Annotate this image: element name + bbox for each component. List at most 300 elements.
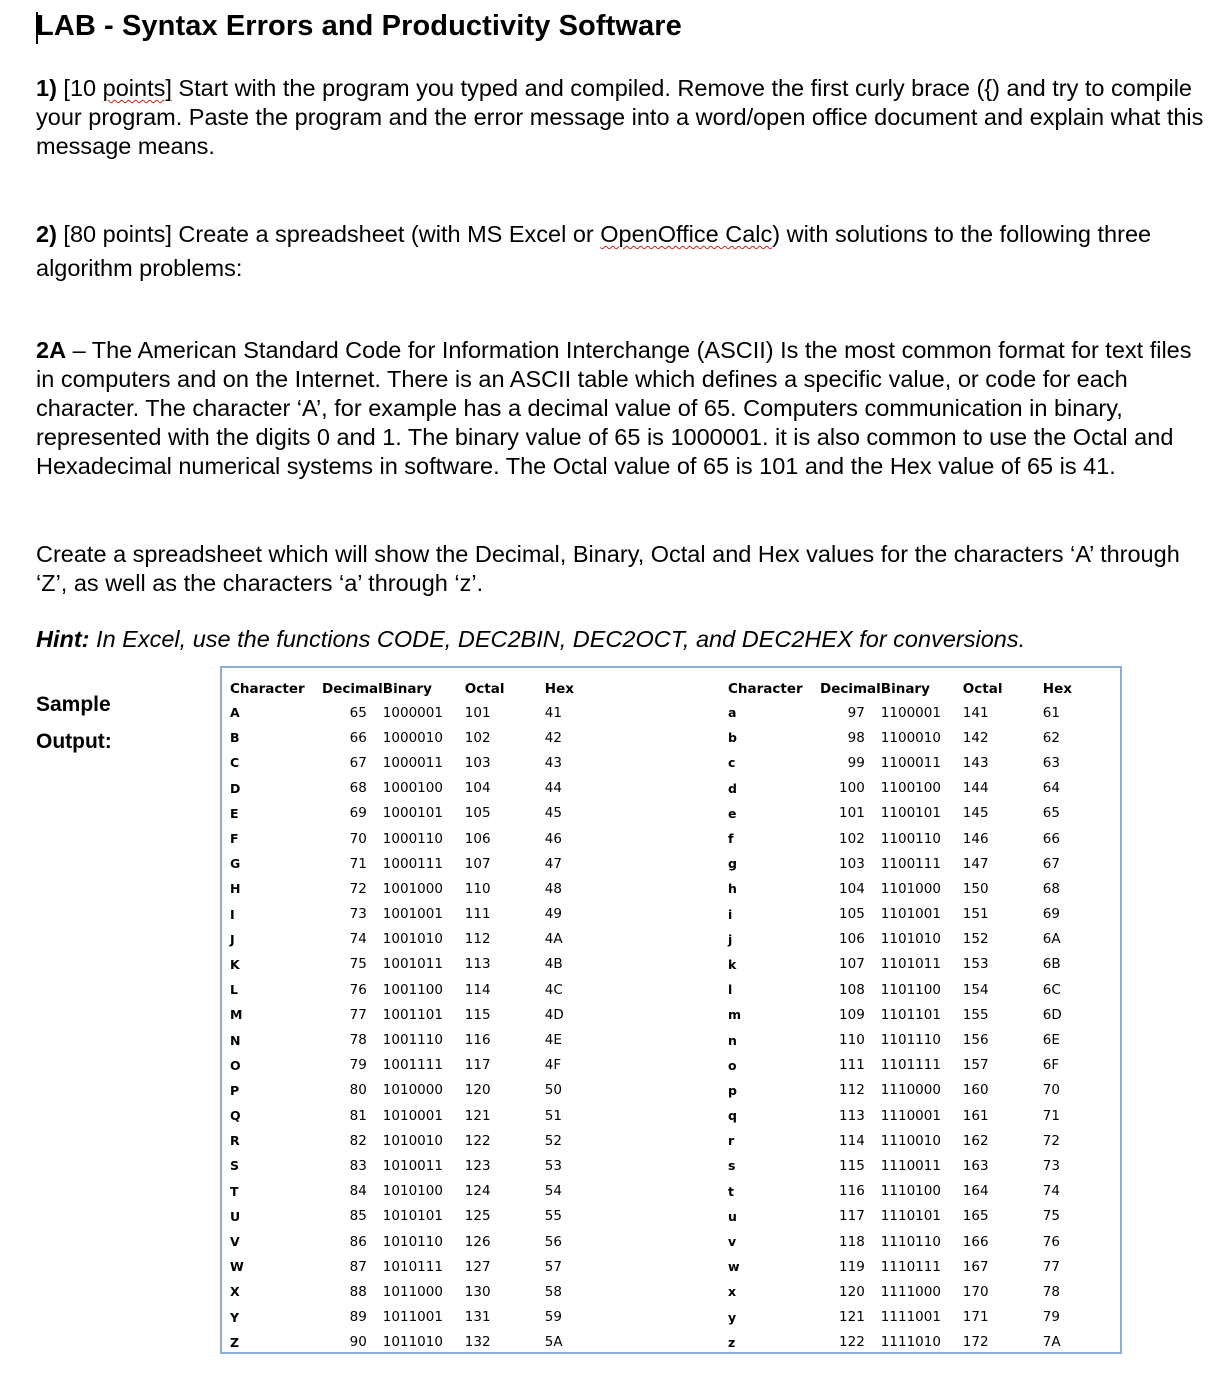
- table-row: [230, 1078, 585, 1103]
- hex-cell: 4B: [544, 956, 563, 973]
- table-row: [230, 700, 585, 725]
- binary-cell: 1011000: [382, 1283, 443, 1300]
- table-row: [230, 977, 585, 1002]
- table-row: [728, 700, 1083, 725]
- hex-cell: 62: [1042, 729, 1060, 746]
- decimal-cell: 106: [839, 931, 865, 948]
- octal-cell: 116: [464, 1032, 491, 1049]
- table-row: [728, 902, 1083, 927]
- character-cell: Q: [230, 1108, 241, 1124]
- decimal-cell: 69: [349, 805, 367, 822]
- sample-label-line1: Sample: [36, 693, 111, 716]
- binary-cell: 1001101: [382, 1006, 443, 1023]
- hex-cell: 66: [1042, 830, 1060, 847]
- binary-cell: 1100100: [880, 780, 941, 797]
- decimal-cell: 111: [839, 1057, 865, 1074]
- character-cell: U: [230, 1208, 241, 1224]
- hex-cell: 4F: [544, 1057, 562, 1074]
- binary-cell: 1001110: [382, 1032, 443, 1049]
- table-row: [230, 851, 585, 876]
- octal-cell: 107: [464, 855, 491, 872]
- character-cell: I: [230, 906, 235, 922]
- character-cell: p: [728, 1082, 737, 1098]
- octal-cell: 103: [464, 754, 491, 771]
- binary-cell: 1101001: [880, 906, 941, 923]
- decimal-cell: 120: [839, 1283, 865, 1300]
- binary-cell: 1100010: [880, 729, 941, 746]
- character-cell: Z: [230, 1334, 240, 1350]
- q2-openoffice-calc: OpenOffice Calc: [600, 221, 773, 247]
- table-row: [728, 725, 1083, 750]
- binary-cell: 1100001: [880, 704, 941, 721]
- hint: [36, 626, 1025, 653]
- hex-cell: 71: [1042, 1107, 1060, 1124]
- table-row: [728, 826, 1083, 851]
- octal-cell: 156: [962, 1032, 989, 1049]
- octal-cell: 163: [962, 1157, 989, 1174]
- table-row: [728, 1153, 1083, 1178]
- binary-cell: 1101011: [880, 956, 941, 973]
- decimal-cell: 70: [349, 830, 367, 847]
- octal-cell: 106: [464, 830, 491, 847]
- hint-label: Hint:: [36, 626, 90, 652]
- decimal-cell: 105: [839, 906, 865, 923]
- character-cell: f: [728, 831, 734, 847]
- octal-cell: 126: [464, 1233, 491, 1250]
- hex-cell: 57: [544, 1258, 562, 1275]
- hex-cell: 54: [544, 1183, 562, 1200]
- binary-cell: 1001010: [382, 931, 443, 948]
- decimal-cell: 103: [839, 855, 865, 872]
- character-cell: S: [230, 1158, 240, 1174]
- octal-cell: 105: [464, 805, 491, 822]
- decimal-cell: 71: [349, 855, 367, 872]
- decimal-cell: 83: [349, 1157, 367, 1174]
- table-row: [230, 725, 585, 750]
- table-row: [230, 927, 585, 952]
- question-1: [36, 74, 1216, 161]
- column-header: Character: [728, 681, 803, 697]
- decimal-cell: 80: [349, 1082, 367, 1099]
- table-row: [728, 1204, 1083, 1229]
- octal-cell: 147: [962, 855, 989, 872]
- octal-cell: 144: [962, 780, 989, 797]
- column-header: Binary: [382, 681, 432, 697]
- table-row: [728, 750, 1083, 775]
- binary-cell: 1110001: [880, 1107, 941, 1124]
- table-row: [230, 1305, 585, 1330]
- binary-cell: 1100101: [880, 805, 941, 822]
- table-row: [728, 927, 1083, 952]
- hex-cell: 75: [1042, 1208, 1060, 1225]
- character-cell: m: [728, 1007, 742, 1023]
- hex-cell: 51: [544, 1107, 562, 1124]
- hex-cell: 7A: [1042, 1334, 1061, 1351]
- hex-cell: 55: [544, 1208, 562, 1225]
- binary-cell: 1001100: [382, 981, 443, 998]
- octal-cell: 113: [464, 956, 491, 973]
- character-cell: H: [230, 881, 241, 897]
- decimal-cell: 72: [349, 880, 367, 897]
- decimal-cell: 99: [847, 754, 865, 771]
- binary-cell: 1000110: [382, 830, 443, 847]
- table-row: [230, 801, 585, 826]
- hex-cell: 58: [544, 1283, 562, 1300]
- octal-cell: 154: [962, 981, 989, 998]
- character-cell: N: [230, 1032, 241, 1048]
- q2-number: 2): [36, 221, 57, 247]
- character-cell: J: [230, 931, 235, 947]
- hex-cell: 4A: [544, 931, 563, 948]
- character-cell: v: [728, 1234, 737, 1250]
- hex-cell: 64: [1042, 780, 1060, 797]
- table-row: [728, 977, 1083, 1002]
- hex-cell: 45: [544, 805, 562, 822]
- column-header: Character: [230, 681, 305, 697]
- decimal-cell: 117: [839, 1208, 865, 1225]
- binary-cell: 1000101: [382, 805, 443, 822]
- octal-cell: 143: [962, 754, 989, 771]
- question-2: [36, 217, 1216, 285]
- character-cell: h: [728, 881, 737, 897]
- binary-cell: 1000001: [382, 704, 443, 721]
- table-row: [728, 1254, 1083, 1279]
- q2-text-a: [80 points] Create a spreadsheet (with MS Excel or: [56, 221, 601, 247]
- octal-cell: 142: [962, 729, 989, 746]
- character-cell: c: [728, 755, 736, 771]
- uppercase-table: [230, 678, 585, 1355]
- octal-cell: 164: [962, 1183, 989, 1200]
- character-cell: b: [728, 730, 737, 746]
- binary-cell: 1100111: [880, 855, 941, 872]
- character-cell: o: [728, 1057, 737, 1073]
- sample-output-label: [36, 686, 112, 760]
- character-cell: t: [728, 1183, 734, 1199]
- table-row: [230, 1128, 585, 1153]
- hex-cell: 4C: [544, 981, 563, 998]
- character-cell: A: [230, 705, 240, 721]
- hex-cell: 6A: [1042, 931, 1061, 948]
- hex-cell: 48: [544, 880, 562, 897]
- character-cell: w: [728, 1259, 740, 1275]
- octal-cell: 146: [962, 830, 989, 847]
- decimal-cell: 85: [349, 1208, 367, 1225]
- octal-cell: 110: [464, 880, 491, 897]
- octal-cell: 104: [464, 780, 491, 797]
- octal-cell: 141: [962, 704, 989, 721]
- binary-cell: 1001001: [382, 906, 443, 923]
- decimal-cell: 78: [349, 1032, 367, 1049]
- binary-cell: 1010000: [382, 1082, 443, 1099]
- hex-cell: 53: [544, 1157, 562, 1174]
- binary-cell: 1101010: [880, 931, 941, 948]
- octal-cell: 124: [464, 1183, 491, 1200]
- binary-cell: 1000011: [382, 754, 443, 771]
- octal-cell: 101: [464, 704, 491, 721]
- binary-cell: 1001011: [382, 956, 443, 973]
- character-cell: q: [728, 1108, 737, 1124]
- table-row: [728, 801, 1083, 826]
- hex-cell: 56: [544, 1233, 562, 1250]
- table-row: [728, 1179, 1083, 1204]
- character-cell: l: [728, 982, 733, 998]
- character-cell: Y: [230, 1309, 240, 1325]
- octal-cell: 172: [962, 1334, 989, 1351]
- hex-cell: 74: [1042, 1183, 1060, 1200]
- table-row: [230, 1229, 585, 1254]
- character-cell: W: [230, 1259, 244, 1275]
- binary-cell: 1001000: [382, 880, 443, 897]
- hex-cell: 68: [1042, 880, 1060, 897]
- decimal-cell: 114: [839, 1132, 865, 1149]
- binary-cell: 1011001: [382, 1309, 443, 1326]
- binary-cell: 1000100: [382, 780, 443, 797]
- binary-cell: 1110011: [880, 1157, 941, 1174]
- character-cell: s: [728, 1158, 736, 1174]
- decimal-cell: 67: [349, 754, 367, 771]
- character-cell: T: [230, 1183, 239, 1199]
- column-header: Hex: [1042, 681, 1072, 697]
- hex-cell: 41: [544, 704, 562, 721]
- character-cell: j: [728, 931, 733, 947]
- binary-cell: 1101111: [880, 1057, 941, 1074]
- q2-text-b: ) with solutions to the following three algorithm problems:: [36, 221, 1152, 281]
- task-description: Create a spreadsheet which will show the Decimal, Binary, Octal and Hex values for the characters ‘A’ through ‘Z’, as well as the characters ‘a’ through ‘z’.: [36, 541, 1180, 596]
- decimal-cell: 113: [839, 1107, 865, 1124]
- character-cell: y: [728, 1309, 737, 1325]
- decimal-cell: 118: [839, 1233, 865, 1250]
- hex-cell: 67: [1042, 855, 1060, 872]
- binary-cell: 1010010: [382, 1132, 443, 1149]
- binary-cell: 1010111: [382, 1258, 443, 1275]
- binary-cell: 1100011: [880, 754, 941, 771]
- table-row: [728, 776, 1083, 801]
- octal-cell: 170: [962, 1283, 989, 1300]
- octal-cell: 167: [962, 1258, 989, 1275]
- hex-cell: 61: [1042, 704, 1060, 721]
- hex-cell: 69: [1042, 906, 1060, 923]
- decimal-cell: 77: [349, 1006, 367, 1023]
- decimal-cell: 90: [349, 1334, 367, 1351]
- decimal-cell: 116: [839, 1183, 865, 1200]
- table-row: [230, 1179, 585, 1204]
- decimal-cell: 104: [839, 880, 865, 897]
- character-cell: B: [230, 730, 240, 746]
- character-cell: V: [230, 1234, 240, 1250]
- table-row: [728, 1103, 1083, 1128]
- header-row: [728, 678, 1083, 700]
- table-row: [230, 1254, 585, 1279]
- hex-cell: 6B: [1042, 956, 1061, 973]
- character-cell: K: [230, 956, 240, 972]
- octal-cell: 120: [464, 1082, 491, 1099]
- column-header: Binary: [880, 681, 930, 697]
- table-row: [230, 952, 585, 977]
- hex-cell: 59: [544, 1309, 562, 1326]
- binary-cell: 1110100: [880, 1183, 941, 1200]
- character-cell: R: [230, 1133, 240, 1149]
- column-header: Decimal: [820, 681, 881, 697]
- lowercase-table: [728, 678, 1083, 1355]
- decimal-cell: 74: [349, 931, 367, 948]
- table-row: [230, 1027, 585, 1052]
- character-cell: z: [728, 1334, 736, 1350]
- q2a-text: – The American Standard Code for Information Interchange (ASCII) Is the most common format for text files in computers and on the Internet. There is an ASCII table which defines a specific value, or code for each character. The character ‘A’, for example has a decimal value of 65. Computers communication in binary, represented with the digits 0 and 1. The binary value of 65 is 1000001. it is also common to use the Octal and Hexadecimal numerical systems in software. The Octal value of 65 is 101 and the Hex value of 65 is 41.: [36, 337, 1192, 479]
- column-header: Decimal: [322, 681, 383, 697]
- binary-cell: 1010001: [382, 1107, 443, 1124]
- binary-cell: 1110000: [880, 1082, 941, 1099]
- hex-cell: 6C: [1042, 981, 1061, 998]
- table-row: [728, 851, 1083, 876]
- table-row: [728, 952, 1083, 977]
- hex-cell: 43: [544, 754, 562, 771]
- binary-cell: 1010100: [382, 1183, 443, 1200]
- table-row: [230, 826, 585, 851]
- table-row: [728, 1305, 1083, 1330]
- octal-cell: 121: [464, 1107, 491, 1124]
- table-row: [230, 1279, 585, 1304]
- table-row: [728, 876, 1083, 901]
- hex-cell: 4D: [544, 1006, 564, 1023]
- binary-cell: 1011010: [382, 1334, 443, 1351]
- table-row: [728, 1027, 1083, 1052]
- decimal-cell: 87: [349, 1258, 367, 1275]
- binary-cell: 1101110: [880, 1032, 941, 1049]
- character-cell: g: [728, 856, 737, 872]
- octal-cell: 127: [464, 1258, 491, 1275]
- decimal-cell: 88: [349, 1283, 367, 1300]
- decimal-cell: 79: [349, 1057, 367, 1074]
- table-row: [230, 1204, 585, 1229]
- decimal-cell: 75: [349, 956, 367, 973]
- column-header: Hex: [544, 681, 574, 697]
- decimal-cell: 73: [349, 906, 367, 923]
- decimal-cell: 81: [349, 1107, 367, 1124]
- table-row: [230, 750, 585, 775]
- character-cell: e: [728, 805, 737, 821]
- table-row: [230, 1330, 585, 1355]
- character-cell: M: [230, 1007, 243, 1023]
- hex-cell: 79: [1042, 1309, 1060, 1326]
- table-row: [230, 1153, 585, 1178]
- q1-points-word: points]: [102, 75, 172, 101]
- hex-cell: 47: [544, 855, 562, 872]
- table-row: [728, 1330, 1083, 1355]
- page-title: LAB - Syntax Errors and Productivity Software: [36, 10, 682, 42]
- hint-text: In Excel, use the functions CODE, DEC2BIN, DEC2OCT, and DEC2HEX for conversions.: [89, 626, 1026, 652]
- octal-cell: 145: [962, 805, 989, 822]
- octal-cell: 123: [464, 1157, 491, 1174]
- hex-cell: 76: [1042, 1233, 1060, 1250]
- table-row: [728, 1078, 1083, 1103]
- decimal-cell: 76: [349, 981, 367, 998]
- hex-cell: 5A: [544, 1334, 563, 1351]
- octal-cell: 155: [962, 1006, 989, 1023]
- binary-cell: 1000111: [382, 855, 443, 872]
- character-cell: x: [728, 1284, 737, 1300]
- decimal-cell: 97: [847, 704, 865, 721]
- character-cell: r: [728, 1133, 735, 1149]
- decimal-cell: 122: [839, 1334, 865, 1351]
- binary-cell: 1101000: [880, 880, 941, 897]
- q1-text: Start with the program you typed and compiled. Remove the first curly brace ({) and try to compile your program. Paste the program and the error message into a word/open office document and explain what this message means.: [36, 75, 1204, 159]
- octal-cell: 153: [962, 956, 989, 973]
- octal-cell: 132: [464, 1334, 491, 1351]
- binary-cell: 1110110: [880, 1233, 941, 1250]
- octal-cell: 125: [464, 1208, 491, 1225]
- hex-cell: 4E: [544, 1032, 562, 1049]
- q1-number: 1): [36, 75, 57, 101]
- binary-cell: 1111000: [880, 1283, 941, 1300]
- hex-cell: 6F: [1042, 1057, 1060, 1074]
- binary-cell: 1010101: [382, 1208, 443, 1225]
- character-cell: a: [728, 705, 737, 721]
- table-row: [230, 902, 585, 927]
- character-cell: C: [230, 755, 240, 771]
- decimal-cell: 121: [839, 1309, 865, 1326]
- q1-points-open: [10: [56, 75, 103, 101]
- table-row: [230, 1103, 585, 1128]
- sample-output-table: [220, 666, 1122, 1354]
- octal-cell: 165: [962, 1208, 989, 1225]
- hex-cell: 6E: [1042, 1032, 1060, 1049]
- table-row: [230, 776, 585, 801]
- decimal-cell: 89: [349, 1309, 367, 1326]
- decimal-cell: 109: [839, 1006, 865, 1023]
- octal-cell: 112: [464, 931, 491, 948]
- binary-cell: 1010011: [382, 1157, 443, 1174]
- question-2a: [36, 336, 1216, 481]
- binary-cell: 1100110: [880, 830, 941, 847]
- octal-cell: 111: [464, 906, 491, 923]
- decimal-cell: 98: [847, 729, 865, 746]
- octal-cell: 151: [962, 906, 989, 923]
- table-row: [230, 876, 585, 901]
- table-row: [728, 1053, 1083, 1078]
- decimal-cell: 102: [839, 830, 865, 847]
- decimal-cell: 66: [349, 729, 367, 746]
- header-row: [230, 678, 585, 700]
- binary-cell: 1110101: [880, 1208, 941, 1225]
- hex-cell: 70: [1042, 1082, 1060, 1099]
- table-row: [728, 1229, 1083, 1254]
- hex-cell: 63: [1042, 754, 1060, 771]
- character-cell: k: [728, 956, 737, 972]
- hex-cell: 49: [544, 906, 562, 923]
- octal-cell: 122: [464, 1132, 491, 1149]
- hex-cell: 44: [544, 780, 562, 797]
- octal-cell: 152: [962, 931, 989, 948]
- decimal-cell: 84: [349, 1183, 367, 1200]
- binary-cell: 1110010: [880, 1132, 941, 1149]
- hex-cell: 73: [1042, 1157, 1060, 1174]
- octal-cell: 162: [962, 1132, 989, 1149]
- binary-cell: 1110111: [880, 1258, 941, 1275]
- hex-cell: 72: [1042, 1132, 1060, 1149]
- decimal-cell: 82: [349, 1132, 367, 1149]
- decimal-cell: 119: [839, 1258, 865, 1275]
- character-cell: P: [230, 1082, 240, 1098]
- table-row: [230, 1053, 585, 1078]
- decimal-cell: 112: [839, 1082, 865, 1099]
- decimal-cell: 108: [839, 981, 865, 998]
- character-cell: L: [230, 982, 238, 998]
- column-header: Octal: [464, 681, 505, 697]
- q2a-label: 2A: [36, 337, 67, 363]
- decimal-cell: 110: [839, 1032, 865, 1049]
- binary-cell: 1111010: [880, 1334, 941, 1351]
- hex-cell: 52: [544, 1132, 562, 1149]
